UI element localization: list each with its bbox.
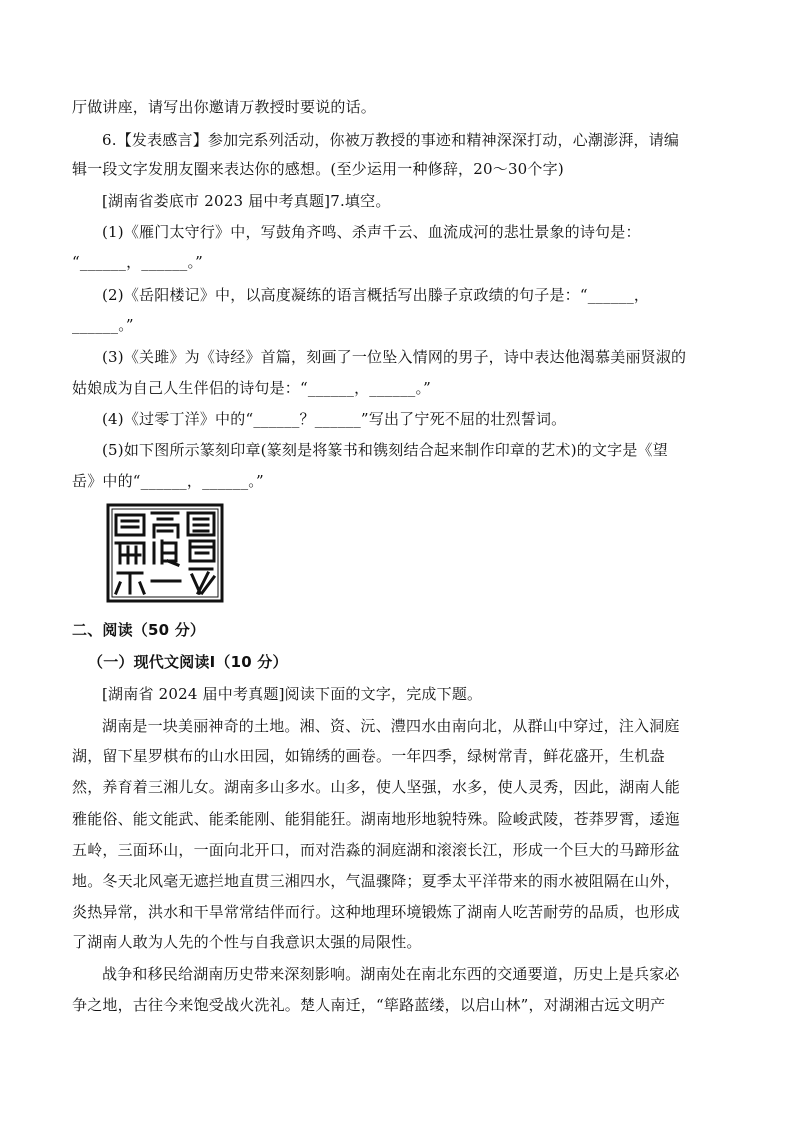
text-line: ______。” (72, 316, 134, 334)
text-line: “______，______。” (72, 253, 204, 271)
paragraph-line: 然，养育着三湘儿女。湖南多山多水。山多，使人坚强，水多，使人灵秀，因此，湖南人能 (72, 778, 681, 796)
subsection-title: （一）现代文阅读Ⅰ（10 分） (88, 653, 288, 671)
text-line: 厅做讲座，请写出你邀请万教授时要说的话。 (72, 98, 377, 116)
section-title: 二、阅读（50 分） (72, 621, 206, 639)
question-7-source: [湖南省娄底市 2023 届中考真题]7.填空。 (102, 192, 391, 210)
text-line: 辑一段文字发朋友圈来表达你的感想。(至少运用一种修辞，20～30个字) (72, 160, 564, 178)
fill-item-1: (1)《雁门太守行》中，写鼓角齐鸣、杀声千云、血流成河的悲壮景象的诗句是： (102, 223, 641, 241)
paragraph-line: 炎热异常，洪水和干旱常常结伴而行。这种地理环境锻炼了湖南人吃苦耐劳的品质，也形成 (72, 903, 681, 921)
question-6: 6.【发表感言】参加完系列活动，你被万教授的事迹和精神深深打动，心潮澎湃，请编 (102, 131, 680, 149)
paragraph-line: 地。冬天北风毫无遮拦地直贯三湘四水，气温骤降；夏季太平洋带来的雨水被阻隔在山外， (72, 872, 681, 890)
paragraph-line: 雅能俗、能文能武、能柔能刚、能狷能狂。湖南地形地貌特殊。险峻武陵，苍莽罗霄，逶迤 (72, 810, 681, 828)
reading-source: [湖南省 2024 届中考真题]阅读下面的文字，完成下题。 (102, 685, 483, 703)
paragraph-line: 战争和移民给湖南历史带来深刻影响。湖南处在南北东西的交通要道，历史上是兵家必 (102, 965, 680, 983)
paragraph-line: 湖，留下星罗棋布的山水田园，如锦绣的画卷。一年四季，绿树常青，鲜花盛开，生机盎 (72, 747, 665, 765)
paragraph-line: 湖南是一块美丽神奇的土地。湘、资、沅、澧四水由南向北，从群山中穿过，注入洞庭 (102, 717, 680, 735)
seal-stamp-icon (106, 503, 224, 603)
paragraph-line: 争之地，古往今来饱受战火洗礼。楚人南迁，“筚路蓝缕，以启山林”，对湖湘古远文明产 (72, 996, 666, 1014)
paragraph-line: 了湖南人敢为人先的个性与自我意识太强的局限性。 (72, 933, 422, 951)
fill-item-5: (5)如下图所示篆刻印章(篆刻是将篆书和镌刻结合起来制作印章的艺术)的文字是《望 (102, 441, 668, 459)
fill-item-2: (2)《岳阳楼记》中，以高度凝练的语言概括写出滕子京政绩的句子是：“______， (102, 286, 650, 304)
paragraph-line: 五岭，三面环山，一面向北开口，而对浩淼的洞庭湖和滚滚长江，形成一个巨大的马蹄形盆 (72, 841, 681, 859)
text-line: 姑娘成为自己人生伴侣的诗句是：“______，______。” (72, 379, 432, 397)
fill-item-3: (3)《关雎》为《诗经》首篇，刻画了一位坠入情网的男子，诗中表达他渴慕美丽贤淑的 (102, 348, 687, 366)
text-line: 岳》中的“______，______。” (72, 472, 264, 490)
fill-item-4: (4)《过零丁洋》中的“______？______”写出了宁死不屈的壮烈誓词。 (102, 410, 567, 428)
